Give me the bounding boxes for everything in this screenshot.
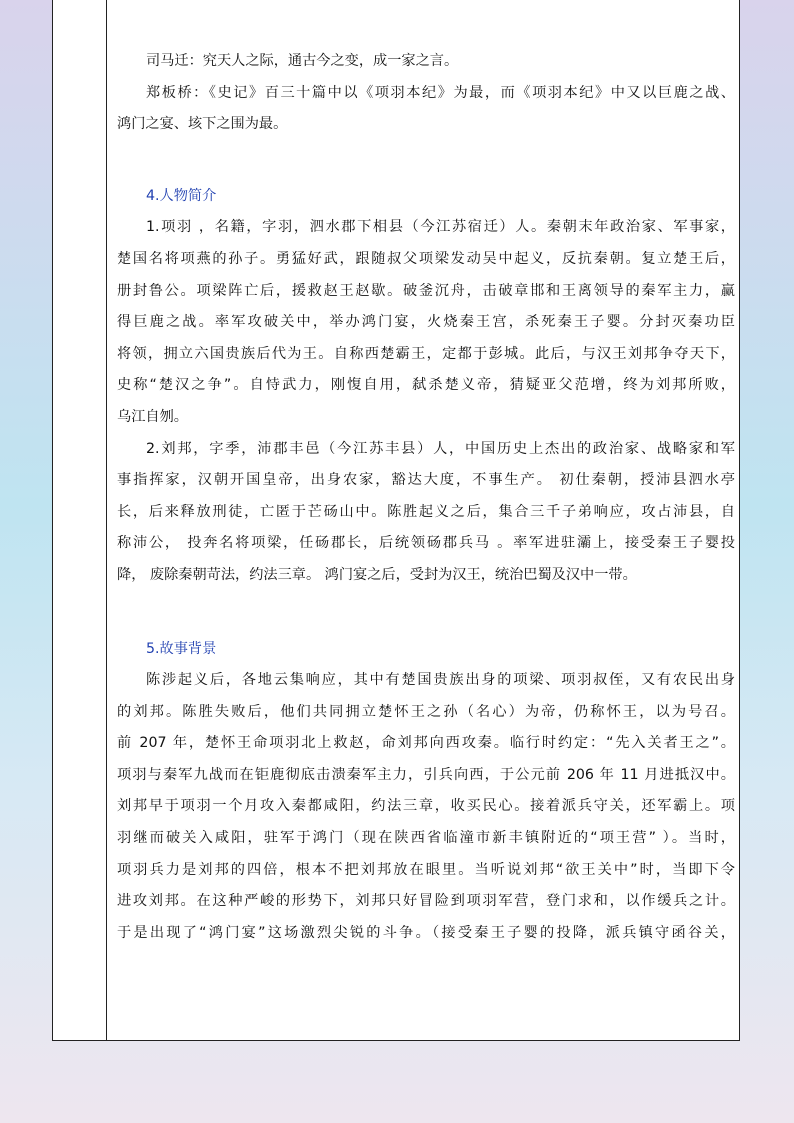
paragraph-line: 前 207 年，楚怀王命项羽北上救赵，命刘邦向西攻秦。临行时约定：“先入关者王之”。 [117, 735, 735, 752]
paragraph-line: 称沛公， 投奔名将项梁，任砀郡长，后统领砀郡兵马 。率军进驻灞上，接受秦王子婴投 [117, 535, 735, 552]
paragraph-line: 进攻刘邦。在这种严峻的形势下，刘邦只好冒险到项羽军营，登门求和，以作缓兵之计。 [117, 893, 735, 910]
paragraph-line: 长，后来释放刑徒，亡匿于芒砀山中。陈胜起义之后，集合三千子弟响应，攻占沛县，自 [117, 503, 735, 520]
paragraph-line: 乌江自刎。 [117, 408, 188, 425]
quote-line: 郑板桥：《史记》百三十篇中以《项羽本纪》为最，而《项羽本纪》中又以巨鹿之战、 [146, 84, 735, 101]
content-table [52, 0, 740, 1041]
paragraph-line: 史称“楚汉之争”。自恃武力，刚愎自用，弑杀楚义帝，猜疑亚父范增，终为刘邦所败， [117, 377, 735, 394]
table-content-cell [108, 0, 739, 1040]
quote-line: 鸿门之宴、垓下之围为最。 [117, 116, 288, 133]
paragraph-line: 得巨鹿之战。率军攻破关中，举办鸿门宴，火烧秦王宫，杀死秦王子婴。分封灭秦功臣 [117, 314, 735, 331]
paragraph-line: 册封鲁公。项梁阵亡后，援救赵王赵歇。破釜沉舟，击破章邯和王离领导的秦军主力，赢 [117, 282, 735, 299]
paragraph-line: 于是出现了“鸿门宴”这场激烈尖锐的斗争。（接受秦王子婴的投降，派兵镇守函谷关， [117, 924, 735, 941]
paragraph-line: 项羽与秦军九战而在钜鹿彻底击溃秦军主力，引兵向西，于公元前 206 年 11 月进抵汉中。 [117, 766, 735, 783]
section-heading-background: 5.故事背景 [146, 640, 217, 657]
quote-line: 司马迁：究天人之际，通古今之变，成一家之言。 [146, 53, 459, 69]
paragraph-line: 刘邦早于项羽一个月攻入秦都咸阳，约法三章，收买民心。接着派兵守关，还军霸上。项 [117, 798, 735, 815]
paragraph-line: 羽继而破关入咸阳，驻军于鸿门（现在陕西省临潼市新丰镇附近的“项王营” ）。当时， [117, 830, 735, 847]
paragraph-line: 的刘邦。陈胜失败后，他们共同拥立楚怀王之孙（名心）为帝，仍称怀王，以为号召。 [117, 703, 735, 720]
paragraph-line: 1.项羽 ，名籍，字羽，泗水郡下相县（今江苏宿迁）人。秦朝末年政治家、军事家， [146, 219, 735, 236]
paragraph-line: 降， 废除秦朝苛法，约法三章。 鸿门宴之后，受封为汉王，统治巴蜀及汉中一带。 [117, 566, 637, 583]
paragraph-line: 2.刘邦，字季，沛郡丰邑（今江苏丰县）人，中国历史上杰出的政治家、战略家和军 [146, 440, 735, 457]
table-left-column [53, 0, 107, 1040]
paragraph-line: 事指挥家，汉朝开国皇帝，出身农家，豁达大度，不事生产。 初仕秦朝，授沛县泗水亭 [117, 472, 735, 489]
section-heading-characters: 4.人物简介 [146, 187, 217, 204]
paragraph-line: 陈涉起义后，各地云集响应，其中有楚国贵族出身的项梁、项羽叔侄，又有农民出身 [146, 672, 735, 689]
paragraph-line: 楚国名将项燕的孙子。勇猛好武，跟随叔父项梁发动吴中起义，反抗秦朝。复立楚王后， [117, 250, 735, 267]
paragraph-line: 项羽兵力是刘邦的四倍，根本不把刘邦放在眼里。当听说刘邦“欲王关中”时，当即下令 [117, 861, 735, 878]
paragraph-line: 将领，拥立六国贵族后代为王。自称西楚霸王，定都于彭城。此后，与汉王刘邦争夺天下， [117, 345, 735, 362]
